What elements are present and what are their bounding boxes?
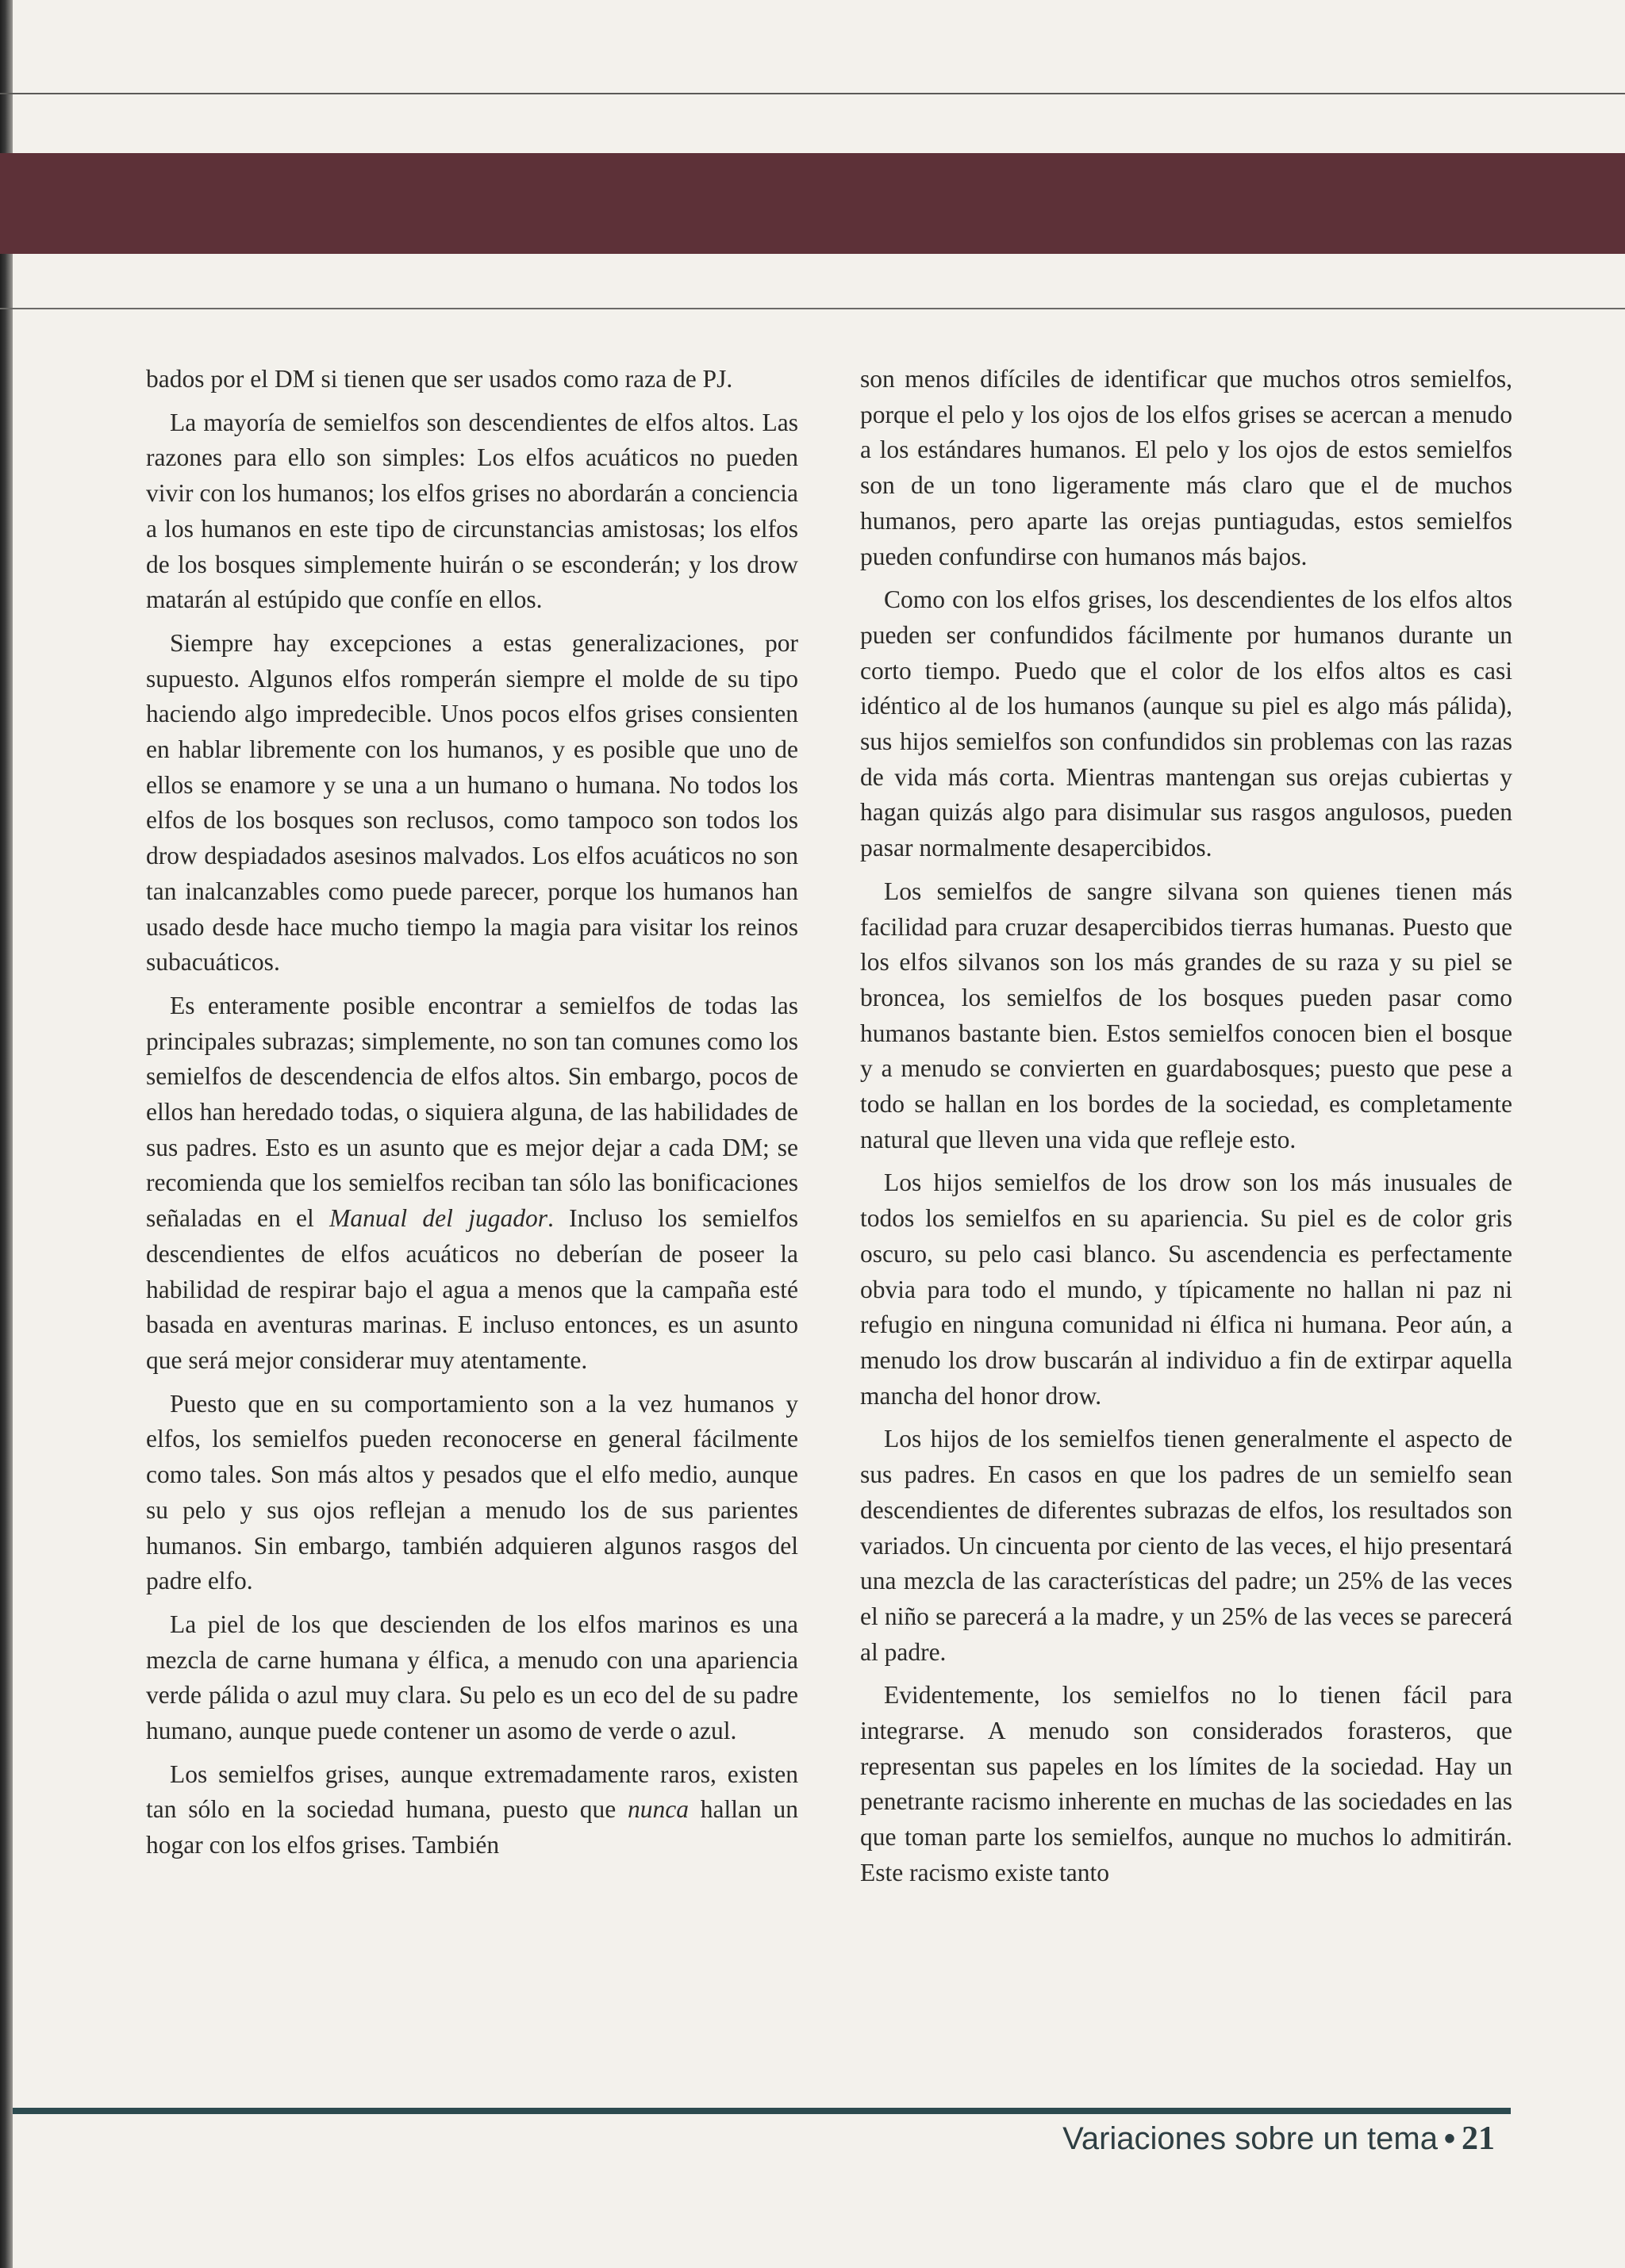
paragraph: La mayoría de semielfos son descendientes de elfos altos. Las razones para ello son simples: Los elfos acuáticos no pueden vivir con los humanos; los elfos grises no abordarán a conciencia a los humanos en este tipo de circunstancias amistosas; los elfos de los bosques simplemente huirán o se esconderán; y los drow matarán al estúpido que confíe en ellos. <box>146 408 798 614</box>
paragraph: Los hijos semielfos de los drow son los más inusuales de todos los semielfos en su apariencia. Su piel es de color gris oscuro, su pelo casi blanco. Su ascendencia es perfectamente obvia para todo el mundo, y típicamente no hallan ni paz ni refugio en ninguna comunidad ni élfica ni humana. Peor aún, a menudo los drow buscarán al individuo a fin de extirpar aquella mancha del honor drow. <box>860 1169 1512 1410</box>
paragraph: Evidentemente, los semielfos no lo tienen fácil para integrarse. A menudo son considerados forasteros, que representan sus papeles en los límites de la sociedad. Hay un penetrante racismo inherente en muchas de las sociedades en las que toman parte los semielfos, aunque no muchos lo admitirán. Este racismo existe tanto <box>860 1681 1512 1886</box>
paragraph-text: . Incluso los semielfos descendientes de elfos acuáticos no deberían de poseer la habilidad de respirar bajo el agua a menos que la campaña esté basada en aventuras marinas. E incluso entonces, es un asunto que será mejor considerar muy atentamente. <box>146 1204 798 1374</box>
paragraph: bados por el DM si tienen que ser usados como raza de PJ. <box>146 365 733 393</box>
header-top-rule <box>0 93 1625 94</box>
paragraph-text: Los semielfos grises, aunque extremadamente raros, existen tan sólo en la sociedad humana, puesto que <box>146 1760 798 1824</box>
paragraph-text: hallan un hogar con los elfos grises. También <box>146 1795 798 1859</box>
paragraph-text: Es enteramente posible encontrar a semielfos de todas las principales subrazas; simplemente, no son tan comunes como los semielfos de descendencia de elfos altos. Sin embargo, pocos de ellos han heredado todas, o siquiera alguna, de las habilidades de sus padres. Esto es un asunto que es mejor dejar a cada DM; se recomienda que los semielfos reciban tan sólo las bonificaciones señaladas en el <box>146 991 798 1233</box>
emphasis-italic: nunca <box>628 1795 690 1824</box>
page-number: 21 <box>1462 2120 1495 2157</box>
left-text-column <box>146 362 798 1871</box>
book-binding-edge <box>0 0 13 2268</box>
paragraph: Los semielfos de sangre silvana son quienes tienen más facilidad para cruzar desapercibidos tierras humanas. Puesto que los elfos silvanos son los más grandes de su raza y su piel se broncea, los semielfos de los bosques pueden pasar como humanos bastante bien. Estos semielfos conocen bien el bosque y a menudo se convierten en guardabosques; puesto que pese a todo se hallan en los bordes de la sociedad, es completamente natural que lleven una vida que refleje esto. <box>860 877 1512 1153</box>
paragraph: Siempre hay excepciones a estas generalizaciones, por supuesto. Algunos elfos romperán siempre el molde de su tipo haciendo algo impredecible. Unos pocos elfos grises consienten en hablar libremente con los humanos, y es posible que uno de ellos se enamore y se una a un humano o humana. No todos los elfos de los bosques son reclusos, como tampoco son todos los drow despiadados asesinos malvados. Los elfos acuáticos no son tan inalcanzables como puede parecer, porque los humanos han usado desde hace mucho tiempo la magia para visitar los reinos subacuáticos. <box>146 628 798 977</box>
book-title-italic: Manual del jugador <box>329 1204 547 1233</box>
paragraph: Los hijos de los semielfos tienen generalmente el aspecto de sus padres. En casos en que los padres de un semielfo sean descendientes de diferentes subrazas de elfos, los resultados son variados. Un cincuenta por ciento de las veces, el hijo presentará una mezcla de las características del padre; un 25% de las veces el niño se parecerá a la madre, y un 25% de las veces se parecerá al padre. <box>860 1425 1512 1666</box>
paragraph: son menos difíciles de identificar que muchos otros semielfos, porque el pelo y los ojos de los elfos grises se acercan a menudo a los estándares humanos. El pelo y los ojos de estos semielfos son de un tono ligeramente más claro que el de muchos humanos, pero aparte las orejas puntiagudas, estos semielfos pueden confundirse con humanos más bajos. <box>860 365 1512 570</box>
paragraph: Puesto que en su comportamiento son a la vez humanos y elfos, los semielfos pueden reconocerse en general fácilmente como tales. Son más altos y pesados que el elfo medio, aunque su pelo y sus ojos reflejan a menudo los de sus parientes humanos. Sin embargo, también adquieren algunos rasgos del padre elfo. <box>146 1389 798 1595</box>
paragraph: La piel de los que descienden de los elfos marinos es una mezcla de carne humana y élfica, a menudo con una apariencia verde pálida o azul muy clara. Su pelo es un eco del de su padre humano, aunque puede contener un asomo de verde o azul. <box>146 1610 798 1745</box>
paragraph <box>146 1757 798 1863</box>
page-footer <box>1062 2120 1495 2158</box>
right-text-column <box>860 362 1512 1899</box>
header-color-band <box>0 153 1625 254</box>
paragraph: Como con los elfos grises, los descendientes de los elfos altos pueden ser confundidos fácilmente por humanos durante un corto tiempo. Puedo que el color de los elfos altos es casi idéntico al de los humanos (aunque su piel es algo más pálida), sus hijos semielfos son confundidos sin problemas con las razas de vida más corta. Mientras mantengan sus orejas cubiertas y hagan quizás algo para disimular sus rasgos angulosos, pueden pasar normalmente desapercibidos. <box>860 585 1512 862</box>
paragraph <box>146 988 798 1379</box>
footer-rule <box>13 2108 1511 2114</box>
footer-bullet: • <box>1443 2121 1455 2156</box>
chapter-title: Variaciones sobre un tema <box>1062 2121 1438 2156</box>
header-bottom-rule <box>0 308 1625 309</box>
